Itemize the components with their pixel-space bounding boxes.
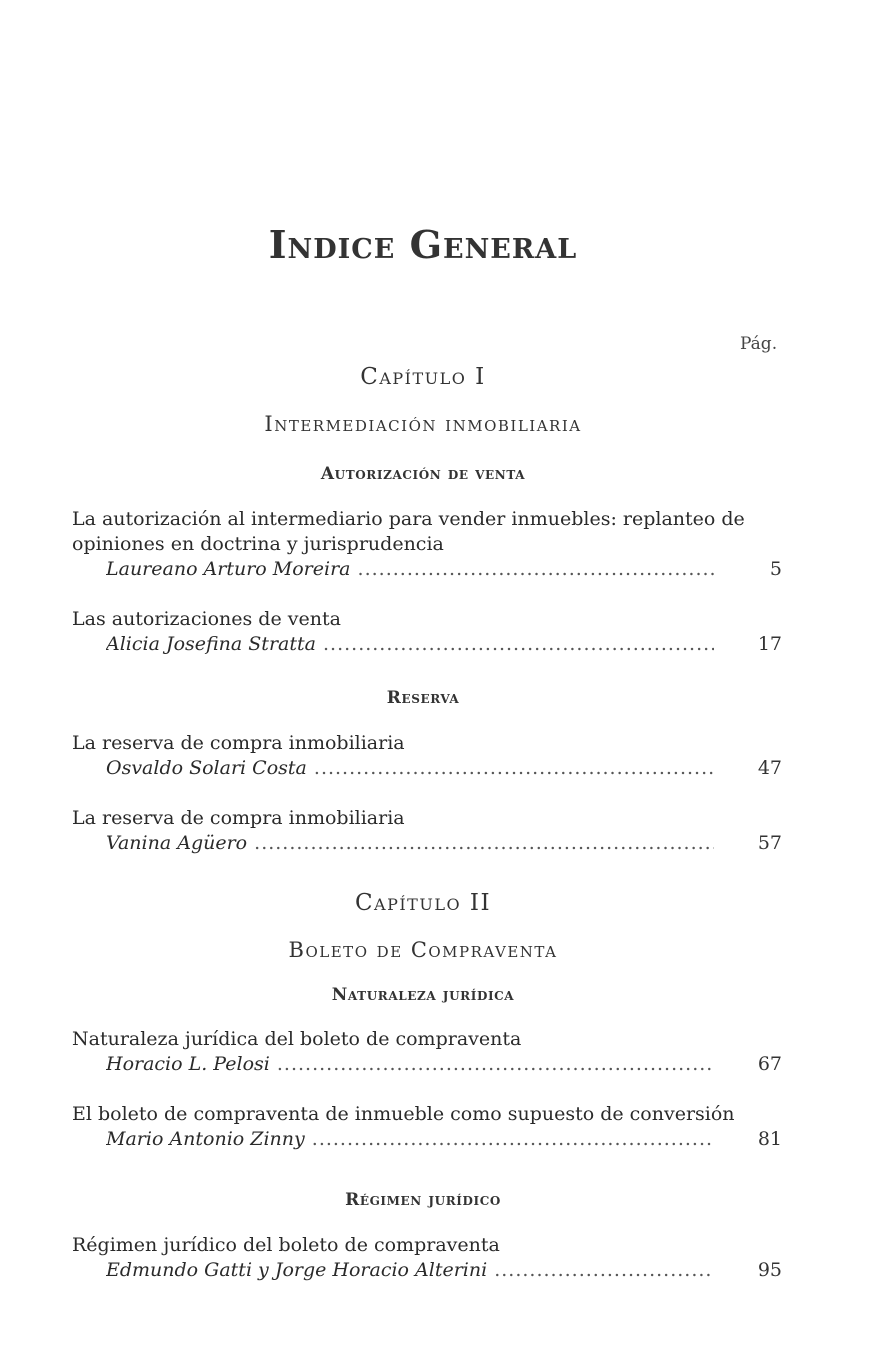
entry-author: Alicia Josefina Stratta ..... xyxy=(106,632,714,657)
entry-author: Vanina Agüero ..... xyxy=(106,831,714,856)
entry-title: La reserva de compra inmobiliaria xyxy=(72,732,405,754)
entry-title: Naturaleza jurídica del boleto de compraventa xyxy=(72,1028,522,1050)
toc-entry[interactable] xyxy=(72,1102,782,1152)
toc-entry[interactable] xyxy=(72,507,782,582)
entry-title: Las autorizaciones de venta xyxy=(72,608,341,630)
entry-title: La autorización al intermediario para vender inmuebles: replanteo de opiniones en doctrina y jurisprudencia xyxy=(72,508,745,555)
entry-page-number: 95 xyxy=(757,1259,782,1281)
entry-title: El boleto de compraventa de inmueble como supuesto de conversión xyxy=(72,1103,735,1125)
entry-page-number: 17 xyxy=(757,633,782,655)
entry-author: Laureano Arturo Moreira ..... xyxy=(106,557,714,582)
entry-title: Régimen jurídico del boleto de compraventa xyxy=(72,1234,500,1256)
chapter-heading: Capítulo I xyxy=(360,364,486,390)
chapter-subtitle: Boleto de Compraventa xyxy=(288,938,558,962)
entry-page-number: 57 xyxy=(757,832,782,854)
entry-page-number: 81 xyxy=(757,1128,782,1150)
entry-author: Mario Antonio Zinny ..... xyxy=(106,1127,714,1152)
section-heading: Reserva xyxy=(386,688,460,708)
entry-page-number: 67 xyxy=(757,1053,782,1075)
section-heading: Autorización de venta xyxy=(320,464,526,484)
toc-entry[interactable] xyxy=(72,806,782,856)
toc-entry[interactable] xyxy=(72,607,782,657)
entry-page-number: 5 xyxy=(769,558,782,580)
toc-entry[interactable] xyxy=(72,1233,782,1283)
entry-page-number: 47 xyxy=(757,757,782,779)
toc-entry[interactable] xyxy=(72,731,782,781)
entry-title: La reserva de compra inmobiliaria xyxy=(72,807,405,829)
toc-entry[interactable] xyxy=(72,1027,782,1077)
chapter-subtitle: Intermediación inmobiliaria xyxy=(264,412,582,436)
entry-author: Horacio L. Pelosi ..... xyxy=(106,1052,714,1077)
entry-author: Osvaldo Solari Costa ..... xyxy=(106,756,714,781)
section-heading: Régimen jurídico xyxy=(345,1190,501,1210)
page-column-label: Pág. xyxy=(740,334,778,354)
section-heading: Naturaleza jurídica xyxy=(331,985,515,1005)
page-title: Indice General xyxy=(268,222,578,267)
chapter-heading: Capítulo II xyxy=(354,890,492,916)
entry-author: Edmundo Gatti y Jorge Horacio Alterini ..... xyxy=(106,1258,714,1283)
